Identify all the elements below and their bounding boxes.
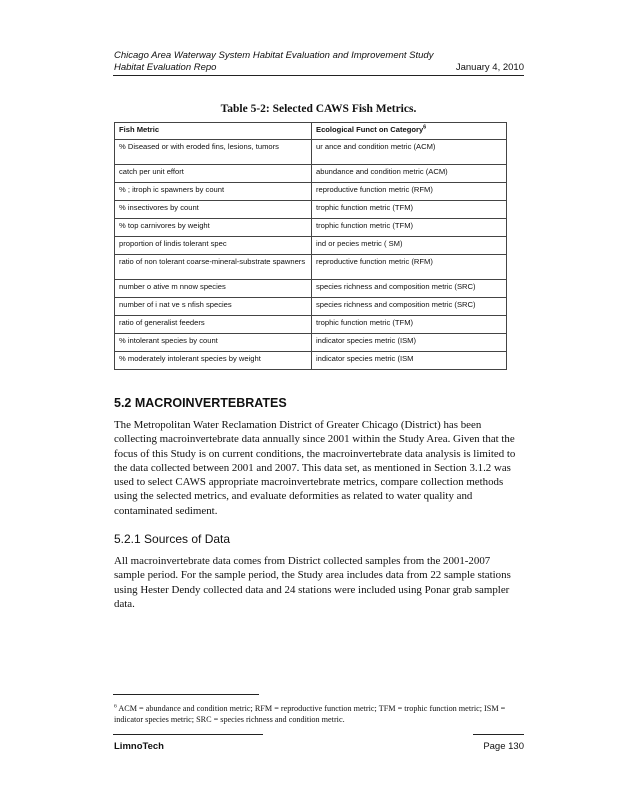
category-cell: species richness and composition metric (SRC)	[312, 280, 507, 298]
column-header-ecological-category	[312, 123, 507, 140]
category-cell: indicator species metric (ISM	[312, 352, 507, 370]
table-row	[115, 201, 507, 219]
fish-metrics-table	[114, 122, 507, 370]
table-row	[115, 140, 507, 165]
table-row	[115, 352, 507, 370]
footnote-ref: 6	[423, 124, 427, 131]
table-row	[115, 165, 507, 183]
category-cell: species richness and composition metric (SRC)	[312, 298, 507, 316]
footer-rule-left	[113, 734, 263, 735]
header-rule	[113, 75, 524, 76]
category-cell: reproductive function metric (RFM)	[312, 255, 507, 280]
subsection-paragraph: All macroinvertebrate data comes from District collected samples from the 2001-2007 sample period. For the sample period, the Study area includes data from 22 sample stations using Hester Dendy collected data and 24 stations were included using Ponar grab sampler data.	[114, 555, 511, 610]
table-row	[115, 316, 507, 334]
table-row	[115, 298, 507, 316]
table-body	[115, 140, 507, 370]
metric-cell: % top carnivores by weight	[115, 219, 312, 237]
column-header-fish-metric: Fish Metric	[115, 123, 312, 140]
running-header-report: Habitat Evaluation Repo	[114, 62, 217, 73]
table-row	[115, 237, 507, 255]
metric-cell: % insectivores by count	[115, 201, 312, 219]
section-paragraph: The Metropolitan Water Reclamation District of Greater Chicago (District) has been collecting macroinvertebrate data annually since 2001 within the Study Area. Given that the focus of this Study is on current conditions, the macroinvertebrate data analysis is limited to the data collected between 2001 and 2007. This data set, as mentioned in Section 3.1.2 was used to select CAWS appropriate macroinvertebrate metrics, compare collection methods using the selected metrics, and evaluate deformities as related to water quality and contaminated sediment.	[114, 419, 516, 517]
section-heading: 5.2 MACROINVERTEBRATES	[114, 396, 287, 410]
category-cell: abundance and condition metric (ACM)	[312, 165, 507, 183]
table-row	[115, 280, 507, 298]
category-cell: trophic function metric (TFM)	[312, 219, 507, 237]
metric-cell: % Diseased or with eroded fins, lesions, tumors	[115, 140, 312, 165]
table-row	[115, 255, 507, 280]
subsection-heading: 5.2.1 Sources of Data	[114, 532, 231, 546]
column-header-text: Ecological Funct on Category	[316, 125, 424, 134]
category-cell: indicator species metric (ISM)	[312, 334, 507, 352]
category-cell: ur ance and condition metric (ACM)	[312, 140, 507, 165]
footnote	[114, 703, 524, 725]
table-row	[115, 183, 507, 201]
metric-cell: proportion of lindis tolerant spec	[115, 237, 312, 255]
metric-cell: % moderately intolerant species by weight	[115, 352, 312, 370]
category-cell: ind or pecies metric ( SM)	[312, 237, 507, 255]
running-header-title: Chicago Area Waterway System Habitat Evaluation and Improvement Study	[114, 50, 434, 61]
footnote-text: ACM = abundance and condition metric; RFM = reproductive function metric; TFM = trophic function metric; ISM = indicator species metric; SRC = species richness and condition metric.	[114, 704, 506, 724]
metric-cell: number o ative m nnow species	[115, 280, 312, 298]
page-number: Page 130	[483, 741, 524, 752]
header-date: January 4, 2010	[455, 62, 524, 73]
footer-company: LimnoTech	[114, 741, 164, 752]
table-caption: Table 5-2: Selected CAWS Fish Metrics.	[220, 103, 417, 115]
metric-cell: ratio of generalist feeders	[115, 316, 312, 334]
footnote-rule	[113, 694, 259, 695]
category-cell: reproductive function metric (RFM)	[312, 183, 507, 201]
table-row	[115, 334, 507, 352]
metric-cell: catch per unit effort	[115, 165, 312, 183]
footer-rule-right	[473, 734, 524, 735]
footnote-mark: 6	[114, 703, 117, 710]
category-cell: trophic function metric (TFM)	[312, 201, 507, 219]
metric-cell: % intolerant species by count	[115, 334, 312, 352]
metric-cell: number of i nat ve s nfish species	[115, 298, 312, 316]
metric-cell: ratio of non tolerant coarse-mineral-substrate spawners	[115, 255, 312, 280]
category-cell: trophic function metric (TFM)	[312, 316, 507, 334]
table-row	[115, 219, 507, 237]
metric-cell: % ; itroph ic spawners by count	[115, 183, 312, 201]
